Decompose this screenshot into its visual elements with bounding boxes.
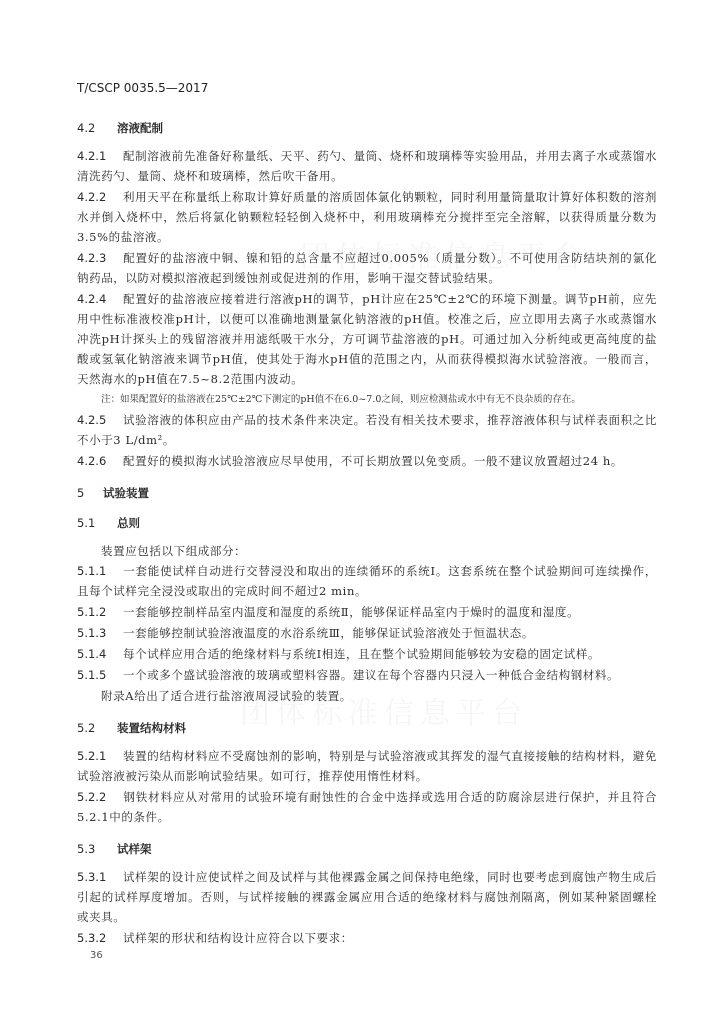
clause-5-3-1: 5.3.1 试样架的设计应使试样之间及试样与其他裸露金属之间保持电绝缘，同时也要考虑到腐蚀产物生成后引起的试样厚度增加。否则，与试样接触的裸露金属应用合适的绝缘材料与腐蚀剂隔离，例如某种紧固螺栓或夹具。 xyxy=(77,870,657,924)
clause-5-1-5: 5.1.5 一个或多个盛试验溶液的玻璃或塑料容器。建议在每个容器内只浸入一种低合金结构钢材料。 xyxy=(77,668,620,682)
section-heading-5-3: 5.3 试样架 xyxy=(77,842,152,856)
annex-reference: 附录A给出了适合进行盐溶液周浸试验的装置。 xyxy=(101,689,352,703)
clause-4-2-1: 4.2.1 配制溶液前先准备好称量纸、天平、药勺、量筒、烧杯和玻璃棒等实验用品，并用去离子水或蒸馏水清洗药勺、量筒、烧杯和玻璃棒，然后吹干备用。 xyxy=(77,149,657,183)
clause-4-2-2: 4.2.2 利用天平在称量纸上称取计算好质量的溶质固体氯化钠颗粒，同时利用量筒量取计算好体积数的溶剂水并倒入烧杯中，然后将氯化钠颗粒轻轻倒入烧杯中，利用玻璃棒充分搅拌至完全溶解，以获得质量分数为3.5%的盐溶液。 xyxy=(77,190,657,244)
clause-5-1-2: 5.1.2 一套能够控制样品室内温度和湿度的系统Ⅱ，能够保证样品室内于燥时的温度和湿度。 xyxy=(77,605,580,619)
page-number: 36 xyxy=(90,950,103,961)
document-body xyxy=(77,120,657,949)
clause-5-2-2: 5.2.2 钢铁材料应从对常用的试验环境有耐蚀性的合金中选择或选用合适的防腐涂层进行保护，并且符合5.2.1中的条件。 xyxy=(77,790,657,824)
clause-4-2-6: 4.2.6 配置好的模拟海水试验溶液应尽早使用，不可长期放置以免变质。一般不建议放置超过24 h。 xyxy=(77,454,623,468)
note: 注：如果配置好的盐溶液在25℃±2℃下测定的pH值不在6.0~7.0之间，则应检测盐或水中有无不良杂质的存在。 xyxy=(101,394,581,405)
clause-4-2-4: 4.2.4 配置好的盐溶液应接着进行溶液pH的调节，pH计应在25℃±2℃的环境下测量。调节pH前，应先用中性标准液校准pH计，以便可以准确地测量氯化钠溶液的pH值。校准之后，应立即用去离子水或蒸馏水冲洗pH计探头上的残留溶液并用滤纸吸干水分，方可调节盐溶液的pH。可通过加入分析纯或更高纯度的盐酸或氢氧化钠溶液来调节pH值，使其处于海水pH值的范围之内，从而获得模拟海水试验溶液。一般而言，天然海水的pH值在7.5~8.2范围内波动。 xyxy=(77,292,657,386)
section-heading-4-2: 4.2 溶液配制 xyxy=(77,121,163,135)
clause-5-1-4: 5.1.4 每个试样应用合适的绝缘材料与系统Ⅰ相连，且在整个试验期间能够较为安稳的固定试样。 xyxy=(77,647,601,661)
chapter-heading-5: 5 试验装置 xyxy=(77,486,149,500)
clause-5-3-2: 5.3.2 试样架的形状和结构设计应符合以下要求： xyxy=(77,931,353,945)
section-heading-5-2: 5.2 装置结构材料 xyxy=(77,721,186,735)
clause-5-1-1: 5.1.1 一套能使试样自动进行交替浸没和取出的连续循环的系统Ⅰ。这套系统在整个试验期间可连续操作，且每个试样完全浸没或取出的完成时间不超过2 min。 xyxy=(77,564,657,598)
intro-text: 装置应包括以下组成部分： xyxy=(101,544,247,558)
section-heading-5-1: 5.1 总则 xyxy=(77,516,140,530)
clause-4-2-5: 4.2.5 试验溶液的体积应由产品的技术条件来决定。若没有相关技术要求，推荐溶液体积与试样表面积之比不小于3 L/dm²。 xyxy=(77,413,657,447)
clause-5-2-1: 5.2.1 装置的结构材料应不受腐蚀剂的影响，特别是与试验溶液或其挥发的湿气直接接触的结构材料，避免试验溶液被污染从而影响试验结果。如可行，推荐使用惰性材料。 xyxy=(77,749,657,783)
clause-5-1-3: 5.1.3 一套能够控制试验溶液温度的水浴系统Ⅲ，能够保证试验溶液处于恒温状态。 xyxy=(77,626,534,640)
document-code-header: T/CSCP 0035.5—2017 xyxy=(77,81,209,95)
clause-4-2-3: 4.2.3 配置好的盐溶液中铜、镍和铅的总含量不应超过0.005%（质量分数）。不可使用含防结块剂的氯化钠药品，以防对模拟溶液起到缓蚀剂或促进剂的作用，影响干湿交替试验结果。 xyxy=(77,251,657,285)
